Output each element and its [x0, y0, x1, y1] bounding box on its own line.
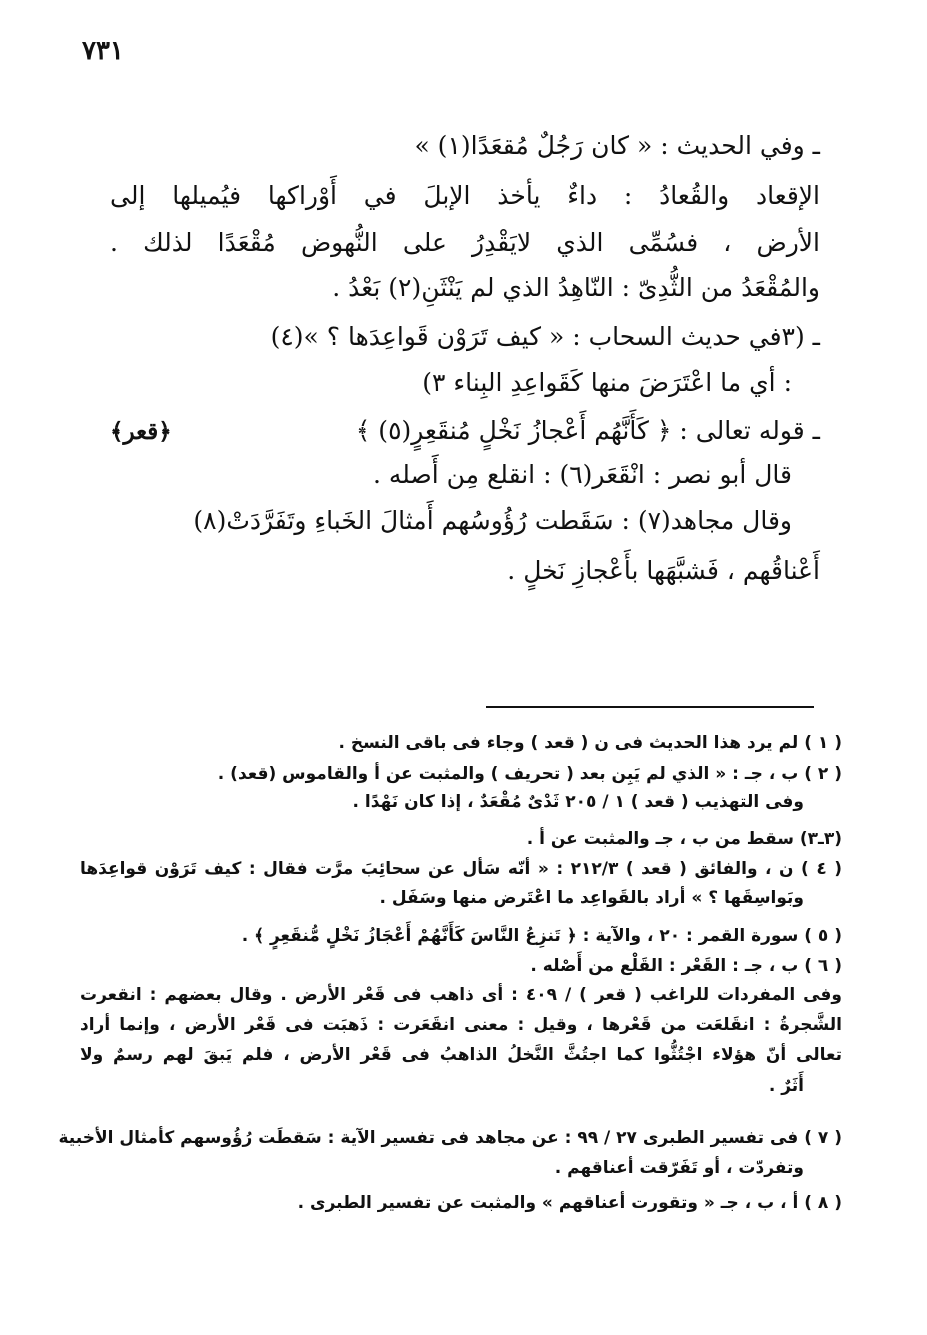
page-number: ٧٣١ — [82, 36, 124, 66]
footnote-line: وفى التهذيب ( قعد ) ١ / ٢٠٥ ثَدْىٌ مُقْعَدٌ ، إذا كان نَهْدًا . — [352, 792, 804, 812]
footnote-line: وتفردّت ، أو تَفَرّقت أعناقهم . — [554, 1158, 804, 1178]
main-line: الإقعاد والقُعادُ : داءٌ يأخذ الإبلَ في أَوْراكها فيُميلها إلى — [110, 181, 820, 210]
main-line: : أي ما اعْتَرَضَ منها كَقَواعِدِ البِناء ٣) — [422, 368, 792, 397]
footnote-line: (٣ـ٣) سقط من ب ، جـ والمثبت عن أ . — [526, 829, 842, 849]
main-line: والمُقْعَدُ من الثُّدِىّ : النّاهِدُ الذي لم يَنْثَنِ(٢) بَعْدُ . — [332, 273, 820, 302]
footnote-line: ( ٤ ) ن ، والفائق ( قعد ) ٢١٢/٣ : « أنّه سَأل عن سحائِبَ مرَّت فقال : كيف تَرَوْن قواعِدَها — [80, 859, 842, 879]
main-line: قال أبو نصر : انْقَعَر(٦) : انقلع مِن أَصله . — [372, 460, 792, 489]
footnote-line: ( ٦ ) ب ، جـ : القَعْر : القَلْع من أَصْله . — [530, 956, 842, 976]
footnote-line: ( ٥ ) سورة القمر : ٢٠ ، والآية : ﴿ تَنزِعُ النَّاسَ كَأَنَّهُمْ أَعْجَازُ نَخْلٍ مُّنقَعِرٍ ﴾ . — [241, 926, 842, 946]
footnote-line: ( ٢ ) ب ، جـ : « الذي لم يَبِن بعد ( تحريف ) والمثبت عن أ والقاموس (قعد) . — [217, 764, 842, 784]
main-line: ـ (٣في حديث السحاب : « كيف تَرَوْن قَواعِدَها ؟ »(٤) — [270, 322, 820, 351]
footnote-line: ( ٨ ) أ ، ب ، جـ « وتقورت أعناقهم » والمثبت عن تفسير الطبرى . — [297, 1193, 842, 1213]
footnote-line: ( ١ ) لم يرد هذا الحديث فى ن ( قعد ) وجاء فى باقى النسخ . — [338, 733, 842, 753]
footnote-line: أَثَرٌ . — [768, 1076, 804, 1096]
main-line: وقال مجاهد(٧) : سَقَطت رُؤُوسُهم أَمثالَ الخَباءِ وتَفَرَّدَتْ(٨) — [193, 506, 792, 535]
margin-root-word: ﴿قعر﴾ — [110, 418, 172, 445]
main-line: ـ وفي الحديث : « كان رَجُلٌ مُقعَدًا(١) » — [414, 131, 820, 160]
footnote-line: الشَّجرةُ : انقَلعَت من قَعْرها ، وقيل : معنى انقَعَرت : ذَهبَت فى قَعْر الأرض ، وإنما أراد — [80, 1015, 842, 1035]
footnote-line: وفى المفردات للراغب ( قعر ) / ٤٠٩ : أى ذاهب فى قَعْر الأرض . وقال بعضهم : انقعرت — [80, 985, 842, 1005]
main-line: الأرض ، فسُمِّى الذي لايَقْدِرُ على النُّهوض مُقْعَدًا لذلك . — [110, 228, 820, 257]
main-line: ـ قوله تعالى : ﴿ كَأَنَّهُم أَعْجازُ نَخْلٍ مُنقَعِرٍ(٥) ﴾ — [355, 416, 820, 445]
footnote-line: وبَواسِقَها ؟ » أراد بالقَواعِد ما اعْتَرض منها وسَفَل . — [379, 888, 804, 908]
footnote-line: ( ٧ ) فى تفسير الطبرى ٢٧ / ٩٩ : عن مجاهد فى تفسير الآية : سَقطَت رُؤُوسهم كأمثال الأخبية — [58, 1128, 842, 1148]
main-line: أَعْناقُهم ، فَشبَّهَها بأَعْجازِ نَخلٍ . — [507, 556, 820, 585]
footnote-separator — [486, 706, 814, 708]
footnote-line: تعالى أنّ هؤلاء اجْتُثُّوا كما اجتُثَّ النَّخلُ الذاهبُ فى قَعْر الأرض ، فلم يَبقَ لهم رسمٌ ولا — [80, 1045, 842, 1065]
